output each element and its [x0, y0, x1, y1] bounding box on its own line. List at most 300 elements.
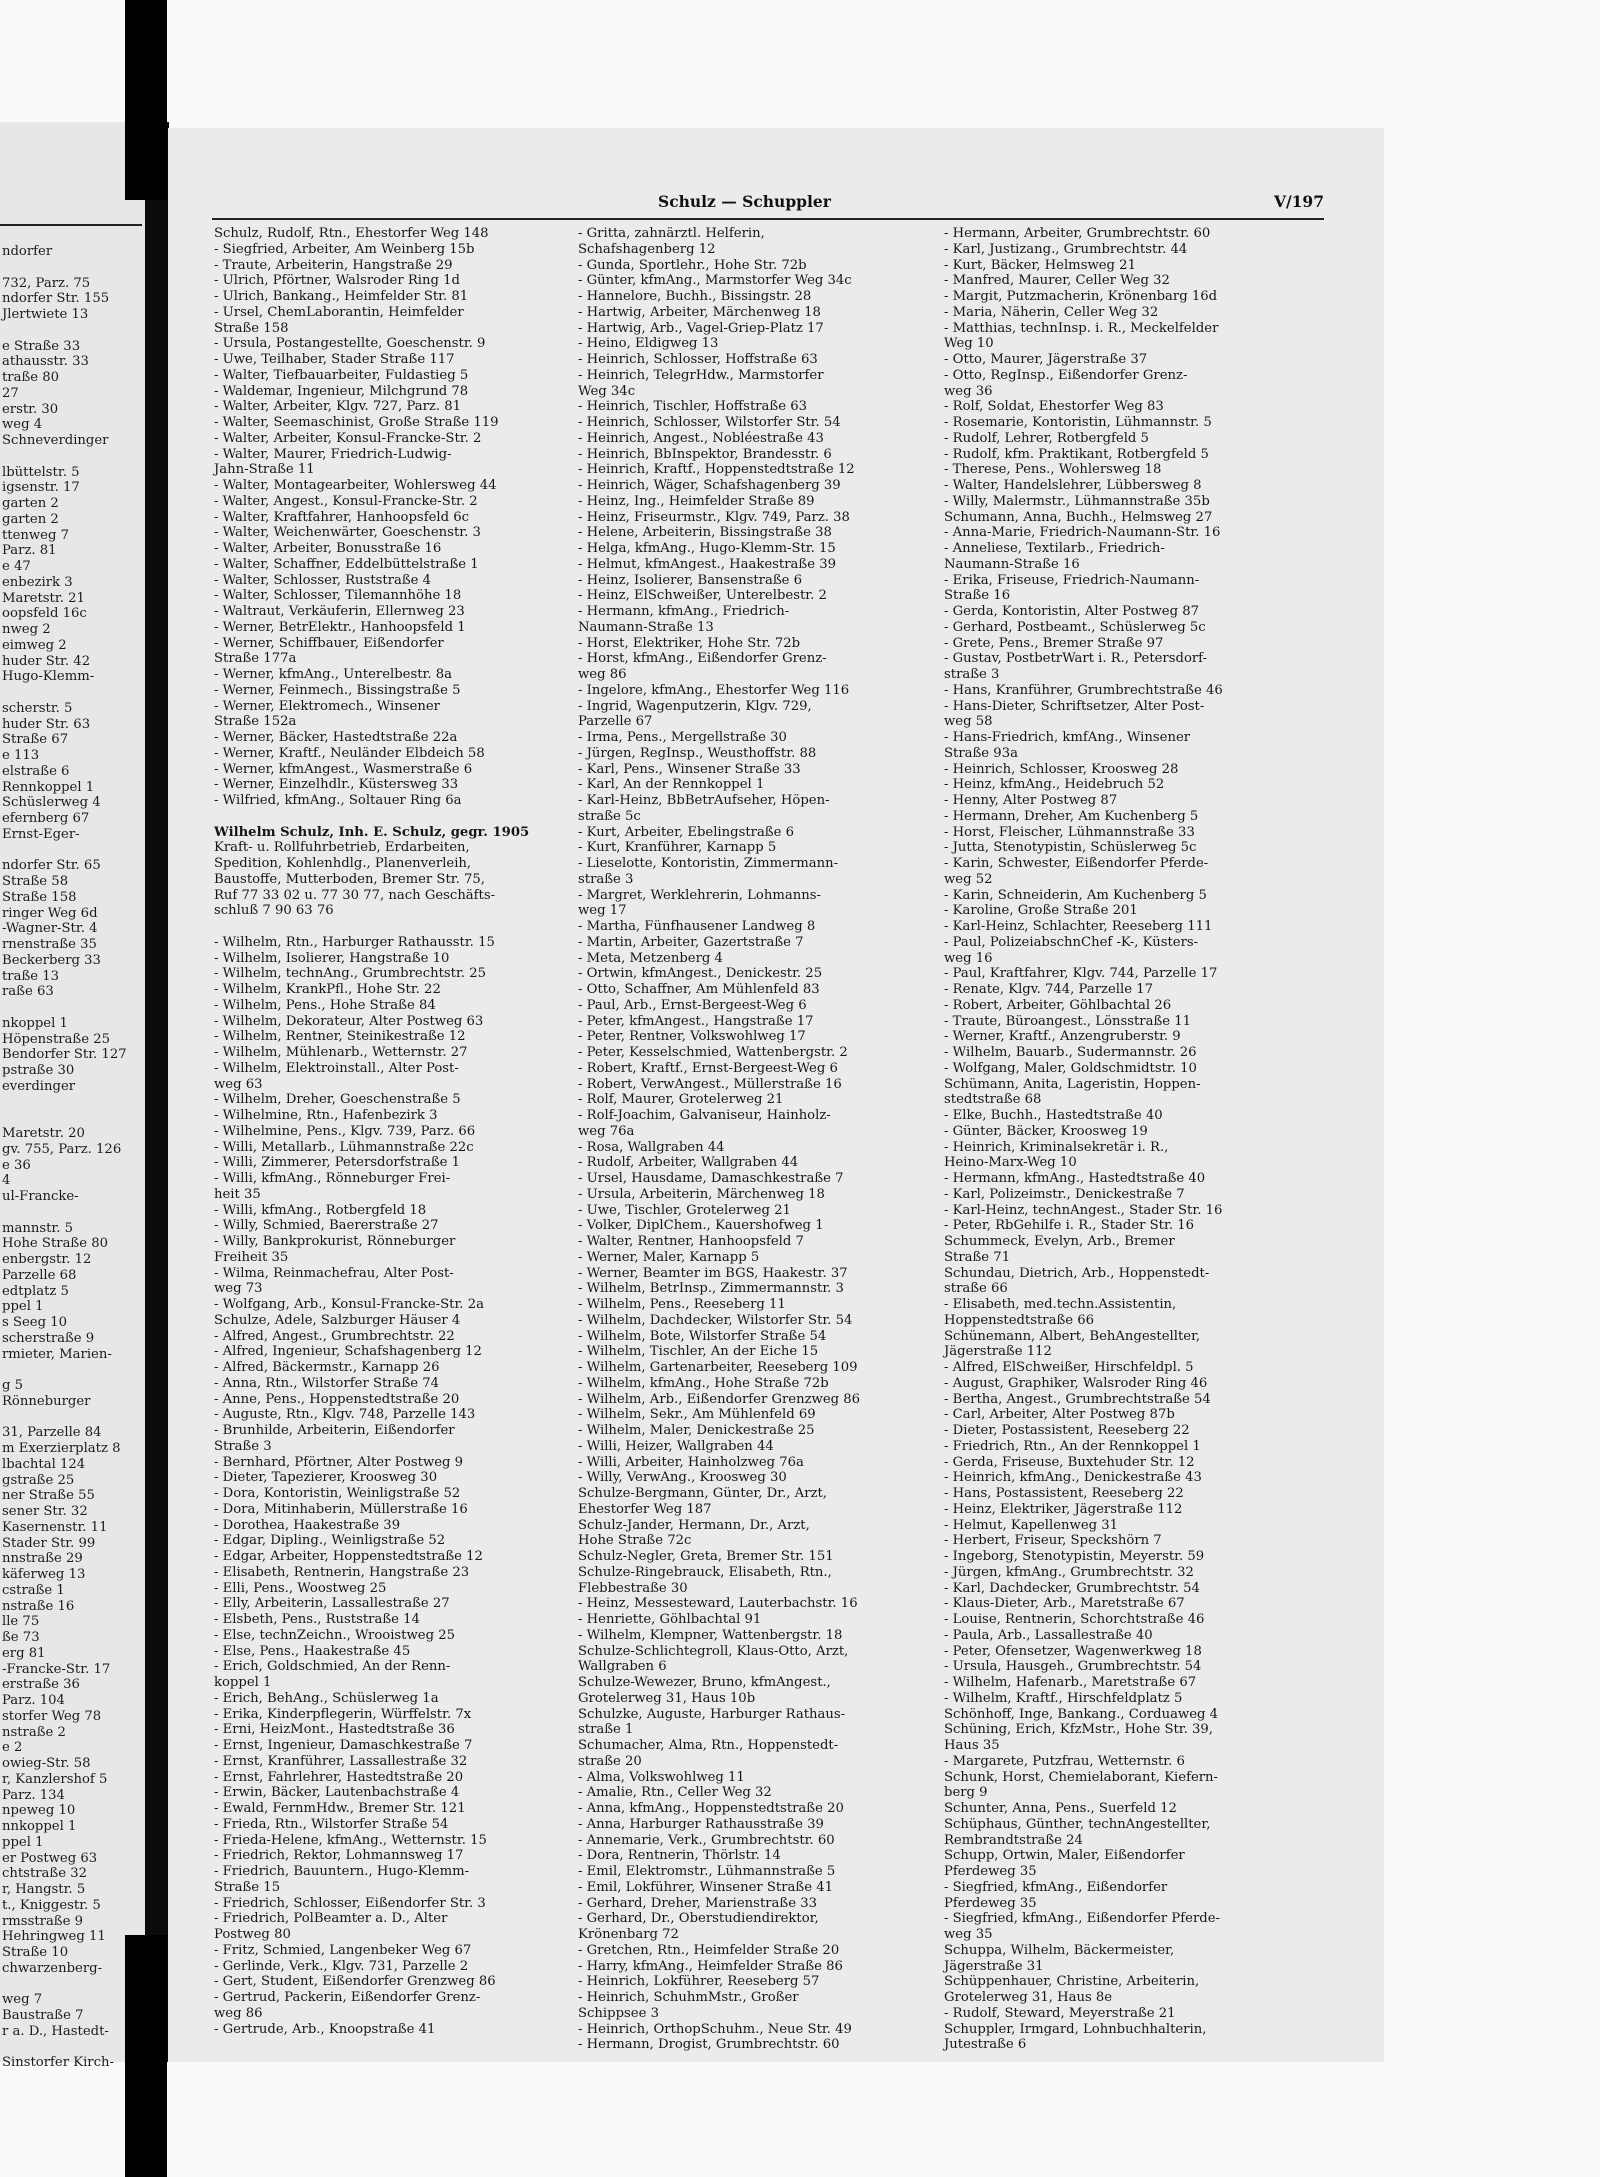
left-page-line: eimweg 2 [2, 637, 67, 653]
directory-entry-line: - Peter, Rentner, Volkswohlweg 17 [578, 1029, 806, 1045]
left-page-line: ppel 1 [2, 1834, 44, 1850]
directory-entry-line: - Wilhelm, Klempner, Wattenbergstr. 18 [578, 1627, 843, 1643]
directory-entry-line: - Heinrich, Angest., Nobléestraße 43 [578, 430, 824, 446]
directory-entry-line: - Hans, Kranführer, Grumbrechtstraße 46 [944, 682, 1223, 698]
directory-entry-line: - Gunda, Sportlehr., Hohe Str. 72b [578, 257, 807, 273]
directory-entry-line: - Heinz, Elektriker, Jägerstraße 112 [944, 1501, 1183, 1517]
directory-entry-line: - Walter, Maurer, Friedrich-Ludwig- [214, 446, 452, 462]
directory-entry-line: - Heinz, Isolierer, Bansenstraße 6 [578, 572, 803, 588]
directory-entry-line: - Siegfried, Arbeiter, Am Weinberg 15b [214, 241, 475, 257]
left-page-line: 31, Parzelle 84 [2, 1425, 102, 1441]
left-page-line: Stader Str. 99 [2, 1535, 96, 1551]
directory-entry-line: Spedition, Kohlenhdlg., Planenverleih, [214, 856, 472, 871]
left-page-line: nweg 2 [2, 622, 51, 637]
directory-entry-line: - Horst, Elektriker, Hohe Str. 72b [578, 635, 801, 651]
directory-entry-line: - Robert, Kraftf., Ernst-Bergeest-Weg 6 [578, 1060, 838, 1076]
directory-entry-line: - Heinrich, kfmAng., Denickestraße 43 [944, 1470, 1202, 1486]
directory-entry-line: - Gritta, zahnärztl. Helferin, [578, 226, 765, 241]
directory-entry-line: - Gerda, Friseuse, Buxtehuder Str. 12 [944, 1454, 1195, 1470]
left-page-line [2, 1000, 152, 1016]
left-page-line: ringer Weg 6d [2, 905, 98, 921]
directory-entry-line: - Walter, Arbeiter, Klgv. 727, Parz. 81 [214, 399, 462, 415]
directory-entry-line: - Heinrich, Schlosser, Wilstorfer Str. 54 [578, 415, 841, 430]
left-page-line [2, 843, 152, 859]
directory-entry-line: - Karin, Schwester, Eißendorfer Pferde- [944, 856, 1209, 871]
directory-entry-line: Schunter, Anna, Pens., Suerfeld 12 [944, 1801, 1177, 1816]
directory-entry-line: - Gert, Student, Eißendorfer Grenzweg 86 [214, 1974, 496, 1990]
directory-entry-line: - Werner, kfmAngest., Wasmerstraße 6 [214, 761, 473, 777]
directory-entry-line: - Friedrich, Rektor, Lohmannsweg 17 [214, 1848, 464, 1864]
directory-entry-line: - Uwe, Teilhaber, Stader Straße 117 [214, 352, 455, 367]
directory-entry-line: - Brunhilde, Arbeiterin, Eißendorfer [214, 1423, 455, 1438]
directory-entry-line: weg 35 [944, 1927, 993, 1942]
directory-entry-line: - Heinrich, Tischler, Hoffstraße 63 [578, 399, 807, 415]
directory-entry-line: - Willy, Bankprokurist, Rönneburger [214, 1234, 456, 1249]
directory-entry-line: - Karoline, Große Straße 201 [944, 903, 1138, 919]
left-page-line: nstraße 2 [2, 1724, 66, 1740]
left-page-line: ppel 1 [2, 1299, 44, 1315]
left-page-fragment [0, 122, 148, 2071]
directory-entry-line: Schüning, Erich, KfzMstr., Hohe Str. 39, [944, 1722, 1214, 1738]
directory-entry-line: - Willi, Zimmerer, Petersdorfstraße 1 [214, 1155, 461, 1171]
directory-entry-line: - Kurt, Bäcker, Helmsweg 21 [944, 257, 1136, 273]
directory-entry-line: heit 35 [214, 1186, 261, 1202]
directory-entry-line: - Hermann, kfmAng., Hastedtstraße 40 [944, 1171, 1206, 1186]
directory-entry-line: - Hannelore, Buchh., Bissingstr. 28 [578, 289, 812, 304]
left-page-line: Parz. 134 [2, 1787, 65, 1803]
directory-entry-line: - Ursel, ChemLaborantin, Heimfelder [214, 304, 464, 320]
header-rule [212, 218, 1324, 220]
directory-entry-line: Schulz, Rudolf, Rtn., Ehestorfer Weg 148 [214, 226, 489, 241]
left-page-line: ner Straße 55 [2, 1488, 95, 1504]
directory-entry-line: - Elsbeth, Pens., Ruststraße 14 [214, 1612, 420, 1627]
left-page-line: -Wagner-Str. 4 [2, 921, 98, 937]
left-page-line: Bendorfer Str. 127 [2, 1047, 127, 1063]
directory-entry-line: Hohe Straße 72c [578, 1533, 692, 1549]
directory-entry-line: Straße 16 [944, 588, 1011, 604]
left-page-line: r, Hangstr. 5 [2, 1882, 86, 1897]
left-page-line [2, 1095, 152, 1111]
directory-entry-line: - Erich, Goldschmied, An der Renn- [214, 1659, 451, 1675]
directory-entry-line: - Rudolf, Steward, Meyerstraße 21 [944, 2005, 1176, 2021]
directory-entry-line: - Martin, Arbeiter, Gazertstraße 7 [578, 934, 804, 950]
directory-entry-line: Flebbestraße 30 [578, 1580, 688, 1596]
left-page-line: Hehringweg 11 [2, 1929, 106, 1945]
directory-column-2 [578, 226, 938, 2053]
left-page-line [2, 1110, 152, 1126]
directory-entry-line: - Friedrich, PolBeamter a. D., Alter [214, 1911, 448, 1927]
directory-entry-line: - Rudolf, Lehrer, Rotbergfeld 5 [944, 430, 1149, 446]
directory-entry-line: - Erni, HeizMont., Hastedtstraße 36 [214, 1722, 455, 1738]
left-page-line: er Postweg 63 [2, 1850, 98, 1866]
directory-entry-line: - Ernst, Kranführer, Lassallestraße 32 [214, 1753, 468, 1769]
directory-entry-line: - Werner, Schiffbauer, Eißendorfer [214, 635, 444, 651]
directory-entry-line: - Werner, Einzelhdlr., Küstersweg 33 [214, 777, 459, 793]
left-page-line: efernberg 67 [2, 811, 90, 826]
directory-entry-line: - Alfred, Ingenieur, Schafshagenberg 12 [214, 1344, 482, 1360]
directory-entry-line: - Walter, Schlosser, Tilemannhöhe 18 [214, 588, 462, 604]
directory-entry-line: - Ingelore, kfmAng., Ehestorfer Weg 116 [578, 682, 850, 698]
directory-entry-line: - Elisabeth, med.techn.Assistentin, [944, 1297, 1177, 1312]
directory-entry-line: - Ernst, Ingenieur, Damaschkestraße 7 [214, 1738, 473, 1753]
directory-entry-line: - Else, technZeichn., Wrooistweg 25 [214, 1627, 455, 1643]
left-page-line: Hugo-Klemm- [2, 669, 95, 685]
directory-entry-line: - Klaus-Dieter, Arb., Maretstraße 67 [944, 1596, 1185, 1612]
directory-entry-line: - Elli, Pens., Woostweg 25 [214, 1580, 387, 1596]
directory-entry-line: - Wilhelm, Bauarb., Sudermannstr. 26 [944, 1045, 1197, 1060]
directory-entry-line: - Wilhelm, Maler, Denickestraße 25 [578, 1423, 815, 1438]
directory-entry-line: Straße 152a [214, 714, 297, 730]
directory-entry-line: - Dorothea, Haakestraße 39 [214, 1517, 401, 1533]
left-page-line: e 2 [2, 1740, 23, 1756]
directory-entry-line: - Helmut, kfmAngest., Haakestraße 39 [578, 556, 836, 572]
directory-entry-line: - Wilhelm, BetrInsp., Zimmermannstr. 3 [578, 1281, 844, 1297]
directory-entry-line: Grotelerweg 31, Haus 8e [944, 1990, 1113, 2005]
directory-entry-line: Freiheit 35 [214, 1249, 289, 1265]
directory-entry-line: - Gerhard, Dr., Oberstudiendirektor, [578, 1911, 819, 1927]
directory-entry-line: - Bertha, Angest., Grumbrechtstraße 54 [944, 1391, 1211, 1407]
directory-entry-line: - Ewald, FernmHdw., Bremer Str. 121 [214, 1801, 466, 1816]
left-page-line: Straße 10 [2, 1945, 69, 1960]
directory-entry-line: - Henriette, Göhlbachtal 91 [578, 1612, 762, 1627]
directory-entry-line: - Helmut, Kapellenweg 31 [944, 1517, 1119, 1533]
directory-entry-line: Schundau, Dietrich, Arb., Hoppenstedt- [944, 1265, 1210, 1281]
directory-entry-line: - Heinrich, Schlosser, Kroosweg 28 [944, 761, 1179, 777]
left-page-line: ße 73 [2, 1630, 40, 1645]
directory-entry-line: - Hans-Dieter, Schriftsetzer, Alter Post- [944, 698, 1205, 714]
directory-entry-line: - Anneliese, Textilarb., Friedrich- [944, 541, 1165, 556]
left-page-line: erstr. 30 [2, 401, 59, 417]
directory-entry-line: - Gerhard, Dreher, Marienstraße 33 [578, 1895, 817, 1911]
directory-entry-line: Jahn-Straße 11 [214, 462, 315, 478]
directory-entry-line: - Frieda-Helene, kfmAng., Wetternstr. 15 [214, 1832, 487, 1848]
directory-entry-line: - Else, Pens., Haakestraße 45 [214, 1643, 411, 1659]
directory-entry-line: - Heinrich, TelegrHdw., Marmstorfer [578, 367, 824, 383]
directory-entry-line: - Willy, Malermstr., Lühmannstraße 35b [944, 493, 1210, 509]
left-page-line: enbezirk 3 [2, 574, 73, 590]
left-page-line: Kasernenstr. 11 [2, 1519, 108, 1535]
left-page-line: ndorfer [2, 244, 53, 259]
left-page-line: ul-Francke- [2, 1189, 79, 1204]
directory-entry-line: Schulze-Schlichtegroll, Klaus-Otto, Arzt, [578, 1643, 849, 1659]
directory-entry-line: - Heinz, Friseurmstr., Klgv. 749, Parz. 38 [578, 509, 850, 525]
directory-entry-line: weg 36 [944, 383, 993, 399]
left-page-line: käferweg 13 [2, 1567, 86, 1582]
directory-entry-line: Schunk, Horst, Chemielaborant, Kiefern- [944, 1769, 1219, 1785]
left-page-line: everdinger [2, 1078, 76, 1094]
left-page-line: athausstr. 33 [2, 354, 89, 370]
directory-entry-line: - Gustav, PostbetrWart i. R., Petersdorf- [944, 651, 1208, 667]
left-page-line: Parzelle 68 [2, 1267, 77, 1283]
left-page-line: 27 [2, 385, 19, 401]
directory-entry-line: Ruf 77 33 02 u. 77 30 77, nach Geschäfts- [214, 887, 496, 903]
directory-entry-line: - Friedrich, Schlosser, Eißendorfer Str. 3 [214, 1895, 486, 1911]
directory-entry-line: - Margarete, Putzfrau, Wetternstr. 6 [944, 1753, 1185, 1769]
left-page-line: Schüslerweg 4 [2, 795, 101, 811]
page-header [168, 192, 1384, 214]
directory-entry-line: - Hermann, Dreher, Am Kuchenberg 5 [944, 808, 1199, 824]
directory-entry-line: - Heinz, Messesteward, Lauterbachstr. 16 [578, 1596, 858, 1612]
directory-entry-line: Schummeck, Evelyn, Arb., Bremer [944, 1234, 1175, 1249]
directory-entry-line: - Heinrich, BbInspektor, Brandesstr. 6 [578, 446, 832, 462]
left-page-line: scherstr. 5 [2, 700, 73, 716]
directory-entry-line: Schulze-Ringebrauck, Elisabeth, Rtn., [578, 1564, 832, 1580]
directory-entry-line: - Walter, Arbeiter, Bonusstraße 16 [214, 541, 442, 556]
directory-entry-line: - Gretchen, Rtn., Heimfelder Straße 20 [578, 1942, 840, 1958]
directory-entry-line: - Paul, Kraftfahrer, Klgv. 744, Parzelle 17 [944, 966, 1218, 982]
directory-entry-line: - Wilhelm, Bote, Wilstorfer Straße 54 [578, 1328, 827, 1344]
directory-entry-line: - Ursula, Arbeiterin, Märchenweg 18 [578, 1186, 825, 1202]
directory-entry-line: - Werner, BetrElektr., Hanhoopsfeld 1 [214, 619, 466, 635]
directory-entry-line: - Hans, Postassistent, Reeseberg 22 [944, 1486, 1184, 1501]
directory-entry-line: - Anna, Harburger Rathausstraße 39 [578, 1816, 824, 1832]
directory-entry-line: - Wilhelm, Mühlenarb., Wetternstr. 27 [214, 1045, 468, 1060]
left-page-line: -Francke-Str. 17 [2, 1661, 111, 1677]
directory-entry-line: - Wilhelm, technAng., Grumbrechtstr. 25 [214, 966, 486, 982]
directory-entry-line: - Karl, Justizang., Grumbrechtstr. 44 [944, 241, 1188, 257]
directory-entry-line: - Karl, Pens., Winsener Straße 33 [578, 761, 801, 777]
directory-entry-line: - Peter, Ofensetzer, Wagenwerkweg 18 [944, 1643, 1202, 1659]
directory-entry-line: Wilhelm Schulz, Inh. E. Schulz, gegr. 1905 [214, 824, 530, 840]
directory-entry-line: - Rolf, Soldat, Ehestorfer Weg 83 [944, 399, 1164, 415]
left-page-line: oopsfeld 16c [2, 606, 87, 622]
directory-entry-line: schluß 7 90 63 76 [214, 903, 334, 919]
left-header-rule [0, 224, 142, 226]
directory-entry-line: Wallgraben 6 [578, 1659, 667, 1675]
directory-entry-line: - Traute, Büroangest., Lönsstraße 11 [944, 1013, 1192, 1029]
directory-entry-line: - Walter, Seemaschinist, Große Straße 119 [214, 415, 499, 430]
directory-entry-line: - Elke, Buchh., Hastedtstraße 40 [944, 1108, 1163, 1123]
left-page-line: 732, Parz. 75 [2, 275, 91, 291]
left-page-line: ttenweg 7 [2, 527, 70, 543]
directory-entry-line: - Heinrich, OrthopSchuhm., Neue Str. 49 [578, 2021, 852, 2037]
directory-entry-line: - Erich, BehAng., Schüslerweg 1a [214, 1690, 439, 1706]
directory-entry-line: - Karin, Schneiderin, Am Kuchenberg 5 [944, 887, 1207, 903]
left-page-line: rnenstraße 35 [2, 937, 97, 952]
directory-entry-line: - Otto, RegInsp., Eißendorfer Grenz- [944, 367, 1188, 383]
directory-column-3 [944, 226, 1344, 2053]
left-page-line [2, 260, 152, 276]
directory-column-1 [214, 226, 574, 2037]
left-page-line: garten 2 [2, 511, 59, 527]
directory-entry-line: weg 58 [944, 714, 993, 730]
directory-entry-line: - Elisabeth, Rentnerin, Hangstraße 23 [214, 1564, 470, 1580]
directory-entry-line: - Rolf-Joachim, Galvaniseur, Hainholz- [578, 1108, 831, 1123]
directory-entry-line: - Hermann, Arbeiter, Grumbrechtstr. 60 [944, 226, 1211, 241]
left-page-line: pstraße 30 [2, 1063, 75, 1078]
directory-entry-line: - Dora, Rentnerin, Thörlstr. 14 [578, 1848, 781, 1864]
left-page-line: 4 [2, 1173, 11, 1189]
directory-entry-line: - Willi, Metallarb., Lühmannstraße 22c [214, 1139, 474, 1155]
directory-entry-line: - Ingrid, Wagenputzerin, Klgv. 729, [578, 698, 812, 714]
left-page-line: scherstraße 9 [2, 1330, 95, 1346]
left-page-line [2, 1362, 152, 1378]
directory-entry-line: koppel 1 [214, 1675, 272, 1690]
left-page-line: lbüttelstr. 5 [2, 464, 80, 480]
left-page-line: e Straße 33 [2, 338, 81, 354]
directory-entry-line: Schuppler, Irmgard, Lohnbuchhalterin, [944, 2021, 1207, 2037]
directory-entry-line: Rembrandtstraße 24 [944, 1832, 1083, 1848]
directory-entry-line: Schippsee 3 [578, 2005, 659, 2021]
directory-entry-line: - Walter, Angest., Konsul-Francke-Str. 2 [214, 493, 478, 509]
left-page-line: npeweg 10 [2, 1803, 76, 1819]
directory-entry-line: - Ursel, Hausdame, Damaschkestraße 7 [578, 1171, 844, 1186]
left-page-line: chwarzenberg- [2, 1960, 103, 1976]
left-page-line: ndorfer Str. 65 [2, 858, 101, 874]
right-page [168, 128, 1384, 2062]
directory-entry-line: - Margret, Werklehrerin, Lohmanns- [578, 887, 821, 903]
directory-entry-line: - Robert, VerwAngest., Müllerstraße 16 [578, 1076, 842, 1092]
directory-entry-line: - Werner, kfmAng., Unterelbestr. 8a [214, 667, 453, 682]
directory-entry-line: - Auguste, Rtn., Klgv. 748, Parzelle 143 [214, 1407, 476, 1423]
left-page-line: elstraße 6 [2, 763, 70, 779]
directory-entry-line: - Gertrude, Arb., Knoopstraße 41 [214, 2021, 436, 2037]
directory-entry-line: - Manfred, Maurer, Celler Weg 32 [944, 273, 1170, 289]
directory-entry-line: Naumann-Straße 16 [944, 556, 1080, 572]
left-page-line: huder Str. 42 [2, 653, 91, 669]
directory-entry-line: Straße 158 [214, 320, 289, 336]
directory-entry-line: Pferdeweg 35 [944, 1864, 1037, 1879]
left-page-line: Hohe Straße 80 [2, 1236, 109, 1252]
left-page-line: owieg-Str. 58 [2, 1756, 91, 1771]
left-page-line: Schneverdinger [2, 433, 109, 448]
left-page-line: Sinstorfer Kirch- [2, 2055, 114, 2071]
directory-entry-line: - Heinrich, Schlosser, Hoffstraße 63 [578, 352, 818, 367]
directory-entry-line: Schumacher, Alma, Rtn., Hoppenstedt- [578, 1738, 839, 1753]
directory-entry-line: - Anne, Pens., Hoppenstedtstraße 20 [214, 1391, 460, 1407]
left-page-line: nnstraße 29 [2, 1551, 83, 1567]
directory-entry-line: - Fritz, Schmied, Langenbeker Weg 67 [214, 1942, 472, 1958]
directory-entry-line: - Wilhelm, Rentner, Steinikestraße 12 [214, 1029, 466, 1045]
directory-entry-line: Straße 15 [214, 1879, 281, 1895]
left-page-line: Straße 58 [2, 874, 69, 889]
directory-entry-line: - Heinrich, Lokführer, Reeseberg 57 [578, 1974, 820, 1990]
directory-entry-line: - Willy, VerwAng., Kroosweg 30 [578, 1470, 787, 1486]
directory-entry-line: - Willi, kfmAng., Rönneburger Frei- [214, 1171, 451, 1186]
directory-entry-line: - Heinrich, SchuhmMstr., Großer [578, 1990, 799, 2005]
left-page-line: chtstraße 32 [2, 1866, 87, 1882]
directory-entry-line: - Matthias, technInsp. i. R., Meckelfelder [944, 320, 1219, 336]
directory-entry-line: - Siegfried, kfmAng., Eißendorfer [944, 1879, 1168, 1895]
directory-entry-line: - Willy, Schmied, Baererstraße 27 [214, 1218, 439, 1234]
directory-entry-line: - Wolfgang, Arb., Konsul-Francke-Str. 2a [214, 1297, 484, 1312]
directory-entry-line: - Alfred, ElSchweißer, Hirschfeldpl. 5 [944, 1360, 1194, 1375]
directory-entry-line: - Wilhelm, Pens., Hohe Straße 84 [214, 997, 436, 1013]
directory-entry-line: Parzelle 67 [578, 714, 653, 730]
directory-entry-line: - Martha, Fünfhausener Landweg 8 [578, 919, 816, 934]
directory-entry-line: - Anna, Rtn., Wilstorfer Straße 74 [214, 1375, 440, 1391]
directory-entry-line: - Erwin, Bäcker, Lautenbachstraße 4 [214, 1785, 460, 1801]
directory-entry-line: - Karl-Heinz, technAngest., Stader Str. 16 [944, 1202, 1223, 1218]
directory-entry-line: - Wilhelm, Arb., Eißendorfer Grenzweg 86 [578, 1391, 861, 1407]
left-page-line: igsenstr. 17 [2, 480, 80, 496]
directory-entry-line: - Alma, Volkswohlweg 11 [578, 1769, 745, 1785]
left-page-line: storfer Weg 78 [2, 1708, 102, 1724]
directory-entry-line: Schuppa, Wilhelm, Bäckermeister, [944, 1942, 1175, 1958]
directory-entry-line: - Werner, Kraftf., Anzengruberstr. 9 [944, 1029, 1181, 1045]
left-page-line: Parz. 104 [2, 1693, 65, 1708]
directory-entry-line: - Günter, Bäcker, Kroosweg 19 [944, 1123, 1148, 1139]
directory-entry-line: - Wilhelmine, Rtn., Hafenbezirk 3 [214, 1108, 438, 1123]
directory-entry-line: - Wilhelm, KrankPfl., Hohe Str. 22 [214, 982, 441, 997]
directory-entry-line: Schulzke, Auguste, Harburger Rathaus- [578, 1706, 846, 1722]
left-page-line: Jlertwiete 13 [2, 307, 89, 322]
directory-entry-line: - Dieter, Postassistent, Reeseberg 22 [944, 1423, 1190, 1438]
directory-entry-line: - Jürgen, kfmAng., Grumbrechtstr. 32 [944, 1564, 1194, 1580]
left-page-line: garten 2 [2, 496, 59, 511]
left-page-line: Straße 67 [2, 732, 69, 748]
directory-entry-line: - Ingeborg, Stenotypistin, Meyerstr. 59 [944, 1549, 1205, 1564]
left-page-line: gv. 755, Parz. 126 [2, 1141, 122, 1157]
directory-entry-line: - Margit, Putzmacherin, Krönenbarg 16d [944, 289, 1218, 304]
directory-entry-line: - Hermann, kfmAng., Friedrich- [578, 604, 790, 619]
directory-entry-line: - Wolfgang, Maler, Goldschmidtstr. 10 [944, 1060, 1197, 1076]
directory-entry-line: Schüppenhauer, Christine, Arbeiterin, [944, 1974, 1200, 1990]
left-page-line: nnkoppel 1 [2, 1819, 77, 1834]
page-number: V/197 [1273, 192, 1324, 211]
directory-entry-line: - Werner, Feinmech., Bissingstraße 5 [214, 682, 461, 698]
left-page-line: weg 7 [2, 1992, 43, 2008]
directory-entry-line: Jägerstraße 31 [944, 1958, 1044, 1974]
left-page-line: e 113 [2, 748, 40, 763]
directory-entry-line: - Werner, Maler, Karnapp 5 [578, 1249, 760, 1265]
directory-entry-line: - Wilhelm, Hafenarb., Maretstraße 67 [944, 1675, 1197, 1690]
directory-entry-line: - Herbert, Friseur, Speckshörn 7 [944, 1533, 1162, 1549]
directory-entry-line: - Werner, Kraftf., Neuländer Elbdeich 58 [214, 745, 485, 761]
left-page-line: s Seeg 10 [2, 1315, 68, 1330]
directory-entry-line: stedtstraße 68 [944, 1092, 1042, 1108]
directory-entry-line: - Emil, Lokführer, Winsener Straße 41 [578, 1879, 833, 1895]
directory-entry-line: Postweg 80 [214, 1927, 291, 1942]
directory-entry-line: - Amalie, Rtn., Celler Weg 32 [578, 1785, 772, 1801]
directory-entry-line: Naumann-Straße 13 [578, 619, 714, 635]
left-page-line: g 5 [2, 1378, 24, 1393]
directory-entry-line: - Ulrich, Bankang., Heimfelder Str. 81 [214, 289, 469, 304]
directory-entry-line: - Karl, Dachdecker, Grumbrechtstr. 54 [944, 1580, 1200, 1596]
left-page-line: traße 80 [2, 370, 60, 385]
directory-entry-line: Haus 35 [944, 1738, 1000, 1753]
directory-entry-line: - Friedrich, Rtn., An der Rennkoppel 1 [944, 1438, 1201, 1454]
directory-entry-line: - Rolf, Maurer, Grotelerweg 21 [578, 1092, 784, 1108]
left-page-line: rmsstraße 9 [2, 1913, 84, 1929]
left-page-line: nkoppel 1 [2, 1015, 68, 1031]
directory-entry-line: - Erika, Friseuse, Friedrich-Naumann- [944, 572, 1200, 588]
directory-entry-line: - Wilhelm, Dekorateur, Alter Postweg 63 [214, 1013, 484, 1029]
left-page-line: rmieter, Marien- [2, 1346, 112, 1362]
directory-entry-line: - Ursula, Postangestellte, Goeschenstr. 9 [214, 336, 486, 352]
left-page-line [2, 1205, 152, 1221]
directory-entry-line: Schulz-Jander, Hermann, Dr., Arzt, [578, 1517, 810, 1533]
directory-entry-line: - Walter, Schlosser, Ruststraße 4 [214, 572, 432, 588]
directory-entry-line: - Wilhelm, Dachdecker, Wilstorfer Str. 54 [578, 1312, 853, 1328]
directory-entry-line: - Dora, Mitinhaberin, Müllerstraße 16 [214, 1501, 468, 1517]
left-page-line: e 36 [2, 1157, 31, 1173]
directory-entry-line: - Emil, Elektromstr., Lühmannstraße 5 [578, 1864, 836, 1879]
directory-entry-line: - Hartwig, Arbeiter, Märchenweg 18 [578, 304, 821, 320]
directory-entry-line: weg 63 [214, 1076, 263, 1092]
directory-entry-line: Straße 177a [214, 651, 297, 667]
directory-entry-line: Schulz-Negler, Greta, Bremer Str. 151 [578, 1549, 834, 1564]
directory-entry-line: - Irma, Pens., Mergellstraße 30 [578, 730, 787, 745]
directory-entry-line: - Wilfried, kfmAng., Soltauer Ring 6a [214, 793, 462, 808]
directory-entry-line: straße 1 [578, 1722, 634, 1738]
directory-entry-line: - Paul, Arb., Ernst-Bergeest-Weg 6 [578, 997, 807, 1013]
left-page-line [2, 685, 152, 701]
directory-entry-line: - Dieter, Tapezierer, Kroosweg 30 [214, 1470, 438, 1486]
left-page-line: Ernst-Eger- [2, 826, 80, 842]
left-page-line: Rönneburger [2, 1393, 91, 1409]
left-page-line: Höpenstraße 25 [2, 1031, 110, 1047]
